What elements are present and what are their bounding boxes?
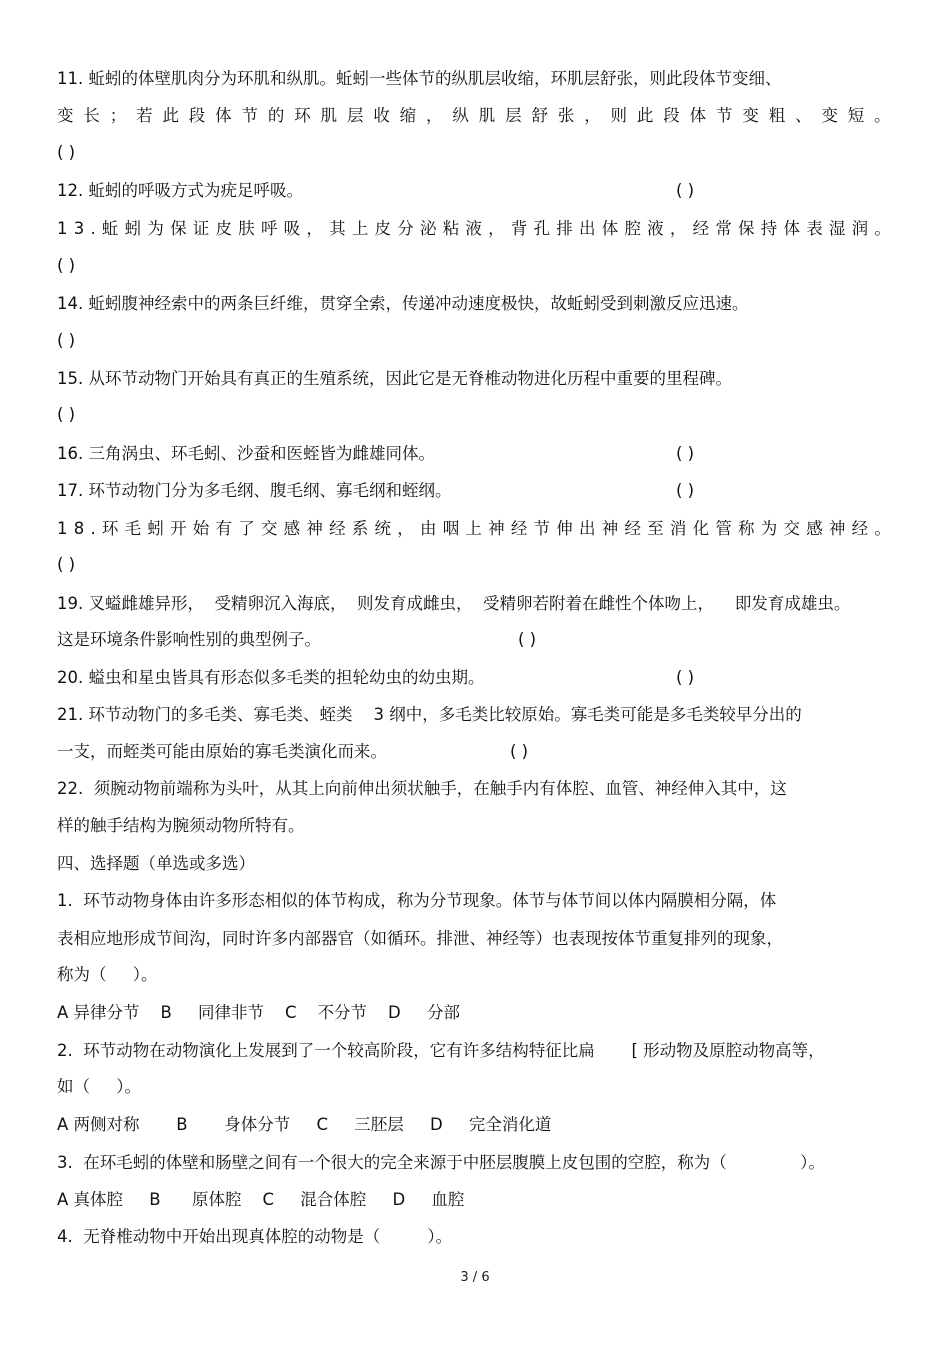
glyph: 若 <box>136 106 153 125</box>
q11-blank: ( ) <box>57 143 76 162</box>
glyph: 体 <box>601 219 619 238</box>
glyph: 湿 <box>828 219 846 238</box>
glyph: 伸 <box>556 519 573 538</box>
glyph: 液 <box>465 219 482 238</box>
glyph: 系 <box>351 519 369 538</box>
q14-line-1: 14. 蚯蚓腹神经索中的两条巨纤维，贯穿全索，传递冲动速度极快，故蚯蚓受到刺激反应迅速。 <box>57 294 749 313</box>
section-heading: 四、选择题（单选或多选） <box>57 854 255 873</box>
glyph: 节 <box>241 106 259 125</box>
glyph: 缩 <box>399 106 417 125</box>
glyph: 神 <box>601 519 619 538</box>
glyph: 排 <box>556 219 573 238</box>
glyph: 。 <box>874 106 891 125</box>
q15-line-1: 15. 从环节动物门开始具有真正的生殖系统，因此它是无脊椎动物进化历程中重要的里程碑。 <box>57 369 732 388</box>
glyph: 保 <box>170 219 187 238</box>
glyph: 体 <box>215 106 232 125</box>
glyph: 有 <box>215 519 232 538</box>
glyph: ； <box>109 106 127 125</box>
glyph: 短 <box>847 106 865 125</box>
glyph: 经 <box>624 519 641 538</box>
glyph: 腔 <box>624 219 641 238</box>
glyph: 出 <box>579 519 596 538</box>
glyph: 的 <box>267 106 285 125</box>
glyph: 长 <box>83 106 100 125</box>
q22-line-2: 样的触手结构为腕须动物所特有。 <box>57 816 305 835</box>
glyph: 由 <box>419 519 437 538</box>
glyph: 润 <box>851 219 869 238</box>
glyph: 、 <box>795 106 812 125</box>
q18-line-1 <box>57 518 891 540</box>
mc2-line-1: 2. 环节动物在动物演化上发展到了一个较高阶段，它有许多结构特征比扁 [ 形动物及原腔动物高等， <box>57 1041 825 1060</box>
glyph: 变 <box>821 106 838 125</box>
q19-line-1: 19. 叉螠雌雄异形， 受精卵沉入海底， 则发育成雌虫， 受精卵若附着在雌性个体吻上， 即发育成雄虫。 <box>57 594 851 613</box>
q19-line-2: 这是环境条件影响性别的典型例子。 <box>57 630 321 649</box>
mc1-options: A 异律分节 B 同律非节 C 不分节 D 分部 <box>57 1003 460 1022</box>
mc2-line-2: 如（ ）。 <box>57 1077 141 1096</box>
glyph: 蚓 <box>124 219 142 238</box>
q21-line-2: 一支，而蛭类可能由原始的寡毛类演化而来。 <box>57 742 387 761</box>
glyph: 管 <box>715 519 732 538</box>
glyph: 皮 <box>215 219 232 238</box>
glyph: 张 <box>557 106 575 125</box>
glyph: ， <box>397 519 414 538</box>
glyph: 粗 <box>768 106 786 125</box>
glyph: ， <box>426 106 443 125</box>
glyph: ， <box>669 219 687 238</box>
mc1-line-1: 1. 环节动物身体由许多形态相似的体节构成，称为分节现象。体节与体节间以体内隔膜相分隔，体 <box>57 891 777 910</box>
mc1-line-3: 称为（ ）。 <box>57 965 158 984</box>
glyph: 环 <box>294 106 311 125</box>
glyph: 为 <box>760 519 778 538</box>
glyph: 经 <box>329 519 346 538</box>
glyph: 呼 <box>260 219 278 238</box>
q17-blank: ( ) <box>676 481 695 500</box>
glyph: 收 <box>373 106 390 125</box>
glyph: ， <box>488 219 505 238</box>
glyph: 毛 <box>124 519 142 538</box>
glyph: 消 <box>669 519 687 538</box>
q13-line-1-spread <box>57 218 891 240</box>
glyph: 交 <box>783 519 800 538</box>
q22-line-1: 22. 须腕动物前端称为头叶，从其上向前伸出须状触手，在触手内有体腔、血管、神经伸入其中，这 <box>57 779 787 798</box>
mc3-line-1: 3. 在环毛蚓的体壁和肠壁之间有一个很大的完全来源于中胚层腹膜上皮包围的空腔，称为（ ）。 <box>57 1153 825 1172</box>
glyph: 段 <box>663 106 680 125</box>
glyph: 节 <box>533 519 551 538</box>
glyph: 1 <box>57 219 68 238</box>
glyph: 体 <box>783 219 800 238</box>
glyph: 出 <box>579 219 596 238</box>
q17-text: 17. 环节动物门分为多毛纲、腹毛纲、寡毛纲和蛭纲。 <box>57 481 452 500</box>
glyph: 泌 <box>419 219 437 238</box>
glyph: . <box>90 219 96 238</box>
glyph: 则 <box>610 106 628 125</box>
glyph: 皮 <box>374 219 392 238</box>
glyph: 持 <box>760 219 778 238</box>
q20-blank: ( ) <box>676 668 695 687</box>
glyph: 。 <box>874 219 891 238</box>
glyph: 肌 <box>478 106 496 125</box>
glyph: 至 <box>647 519 664 538</box>
glyph: 舒 <box>531 106 548 125</box>
glyph: 证 <box>192 219 210 238</box>
glyph: 分 <box>397 219 414 238</box>
glyph: 化 <box>692 519 710 538</box>
glyph: 始 <box>192 519 210 538</box>
glyph: 8 <box>73 519 85 538</box>
glyph: 神 <box>306 519 323 538</box>
glyph: 蚯 <box>101 219 119 238</box>
glyph: 交 <box>260 519 278 538</box>
glyph: 节 <box>715 106 733 125</box>
glyph: 感 <box>806 519 823 538</box>
glyph: 粘 <box>442 219 460 238</box>
q11-line-2 <box>57 105 891 127</box>
q12-blank: ( ) <box>676 181 695 200</box>
glyph: 上 <box>351 219 369 238</box>
glyph: 此 <box>162 106 179 125</box>
glyph: 为 <box>147 219 164 238</box>
glyph: 经 <box>510 519 528 538</box>
q21-line-1: 21. 环节动物门的多毛类、寡毛类、蛭类 3 纲中，多毛类比较原始。寡毛类可能是多毛类较早分出的 <box>57 705 802 724</box>
glyph: 液 <box>647 219 664 238</box>
glyph: 1 <box>57 519 68 538</box>
glyph: 变 <box>742 106 759 125</box>
glyph: 了 <box>238 519 255 538</box>
glyph: 神 <box>488 519 505 538</box>
glyph: 经 <box>692 219 710 238</box>
mc3-options: A 真体腔 B 原体腔 C 混合体腔 D 血腔 <box>57 1190 465 1209</box>
glyph: 肌 <box>320 106 338 125</box>
q12-text: 12. 蚯蚓的呼吸方式为疣足呼吸。 <box>57 181 303 200</box>
q20-text: 20. 螠虫和星虫皆具有形态似多毛类的担轮幼虫的幼虫期。 <box>57 668 485 687</box>
q14-blank: ( ) <box>57 331 76 350</box>
glyph: 经 <box>851 519 869 538</box>
glyph: ， <box>584 106 601 125</box>
glyph: 纵 <box>452 106 469 125</box>
glyph: 称 <box>738 519 755 538</box>
glyph: 其 <box>329 219 346 238</box>
q13-line-1 <box>57 218 891 240</box>
q11-line-1: 11. 蚯蚓的体壁肌肉分为环肌和纵肌。蚯蚓一些体节的纵肌层收缩，环肌层舒张，则此段体节变细、 <box>57 69 782 88</box>
glyph: 。 <box>874 519 891 538</box>
mc4-line-1: 4. 无脊椎动物中开始出现真体腔的动物是（ ）。 <box>57 1227 453 1246</box>
glyph: 神 <box>828 519 846 538</box>
glyph: 段 <box>188 106 206 125</box>
glyph: 表 <box>806 219 823 238</box>
glyph: 感 <box>283 519 301 538</box>
q11-line-2-spread <box>57 105 891 127</box>
glyph: 体 <box>689 106 707 125</box>
glyph: 上 <box>465 519 482 538</box>
glyph: . <box>90 519 96 538</box>
glyph: 层 <box>346 106 364 125</box>
glyph: ， <box>306 219 323 238</box>
q16-blank: ( ) <box>676 444 695 463</box>
glyph: 咽 <box>442 519 460 538</box>
glyph: 吸 <box>283 219 301 238</box>
glyph: 开 <box>170 519 187 538</box>
q18-blank: ( ) <box>57 555 76 574</box>
glyph: 3 <box>73 219 85 238</box>
glyph: 环 <box>101 519 119 538</box>
glyph: 变 <box>57 106 74 125</box>
q16-text: 16. 三角涡虫、环毛蚓、沙蚕和医蛭皆为雌雄同体。 <box>57 444 435 463</box>
glyph: 背 <box>510 219 528 238</box>
page-number: 3 / 6 <box>460 1270 490 1285</box>
glyph: 常 <box>715 219 732 238</box>
q13-blank: ( ) <box>57 256 76 275</box>
q15-blank: ( ) <box>57 405 76 424</box>
glyph: 统 <box>374 519 392 538</box>
glyph: 此 <box>636 106 654 125</box>
q21-blank: ( ) <box>510 742 529 761</box>
glyph: 层 <box>505 106 522 125</box>
glyph: 孔 <box>533 219 551 238</box>
q18-line-1-spread <box>57 518 891 540</box>
glyph: 蚓 <box>147 519 164 538</box>
glyph: 保 <box>738 219 755 238</box>
glyph: 肤 <box>238 219 255 238</box>
q19-blank: ( ) <box>518 630 537 649</box>
mc1-line-2: 表相应地形成节间沟，同时许多内部器官（如循环。排泄、神经等）也表现按体节重复排列的现象， <box>57 929 783 948</box>
mc2-options: A 两侧对称 B 身体分节 C 三胚层 D 完全消化道 <box>57 1115 552 1134</box>
